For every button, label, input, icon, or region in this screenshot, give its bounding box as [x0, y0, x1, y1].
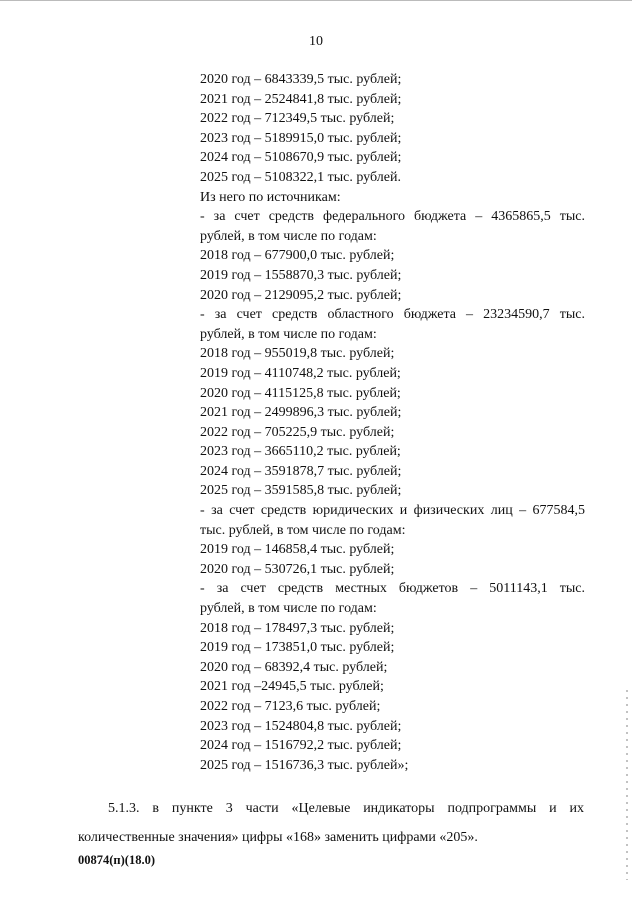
document-code: 00874(п)(18.0) — [78, 853, 155, 867]
funding-line: рублей, в том числе по годам: — [200, 228, 377, 244]
funding-line: 2020 год – 4115125,8 тыс. рублей; — [200, 385, 401, 401]
amendment-paragraph — [78, 794, 584, 852]
funding-list — [200, 70, 585, 775]
funding-line: 2019 год – 173851,0 тыс. рублей; — [200, 640, 395, 656]
funding-line: 2024 год – 3591878,7 тыс. рублей; — [200, 463, 402, 479]
funding-line: 2019 год – 1558870,3 тыс. рублей; — [200, 267, 402, 283]
funding-line: 2023 год – 1524804,8 тыс. рублей; — [200, 718, 402, 734]
funding-line: рублей, в том числе по годам: — [200, 326, 377, 342]
funding-line: Из него по источникам: — [200, 189, 341, 205]
amendment-line-1: 5.1.3. в пункте 3 части «Целевые индикаторы подпрограммы и их — [108, 801, 584, 816]
funding-line: 2022 год – 712349,5 тыс. рублей; — [200, 111, 395, 127]
funding-line: 2020 год – 68392,4 тыс. рублей; — [200, 659, 388, 675]
funding-line: 2023 год – 3665110,2 тыс. рублей; — [200, 444, 401, 460]
funding-line: тыс. рублей, в том числе по годам: — [200, 522, 406, 538]
funding-line: 2024 год – 1516792,2 тыс. рублей; — [200, 738, 402, 754]
page-number: 10 — [309, 34, 323, 49]
funding-line: 2019 год – 146858,4 тыс. рублей; — [200, 542, 395, 558]
scan-edge-artifact — [626, 690, 628, 880]
funding-line: 2018 год – 677900,0 тыс. рублей; — [200, 248, 395, 264]
funding-line: 2018 год – 178497,3 тыс. рублей; — [200, 620, 395, 636]
funding-line: 2023 год – 5189915,0 тыс. рублей; — [200, 130, 402, 146]
funding-line: 2021 год – 2499896,3 тыс. рублей; — [200, 405, 402, 421]
funding-line: 2025 год – 5108322,1 тыс. рублей. — [200, 169, 401, 185]
funding-line: - за счет средств федерального бюджета – 4365865,5 тыс. — [200, 209, 585, 225]
funding-line: 2022 год – 705225,9 тыс. рублей; — [200, 424, 395, 440]
funding-line: 2019 год – 4110748,2 тыс. рублей; — [200, 365, 401, 381]
funding-line: 2024 год – 5108670,9 тыс. рублей; — [200, 150, 402, 166]
funding-line: 2018 год – 955019,8 тыс. рублей; — [200, 346, 395, 362]
funding-line: - за счет средств местных бюджетов – 5011143,1 тыс. — [200, 581, 585, 597]
amendment-line-2: количественные значения» цифры «168» заменить цифрами «205». — [78, 830, 478, 845]
funding-line: 2022 год – 7123,6 тыс. рублей; — [200, 699, 381, 714]
funding-line: 2021 год –24945,5 тыс. рублей; — [200, 679, 384, 695]
scan-top-edge — [0, 0, 632, 1]
funding-line: рублей, в том числе по годам: — [200, 601, 377, 617]
funding-line: 2025 год – 3591585,8 тыс. рублей; — [200, 483, 402, 499]
funding-line: 2020 год – 6843339,5 тыс. рублей; — [200, 72, 402, 87]
funding-line: 2020 год – 530726,1 тыс. рублей; — [200, 561, 395, 577]
funding-line: - за счет средств юридических и физических лиц – 677584,5 — [200, 503, 585, 519]
funding-line: 2020 год – 2129095,2 тыс. рублей; — [200, 287, 402, 303]
funding-line: 2025 год – 1516736,3 тыс. рублей»; — [200, 757, 409, 773]
funding-line: 2021 год – 2524841,8 тыс. рублей; — [200, 91, 402, 107]
funding-line: - за счет средств областного бюджета – 23234590,7 тыс. — [200, 307, 585, 323]
